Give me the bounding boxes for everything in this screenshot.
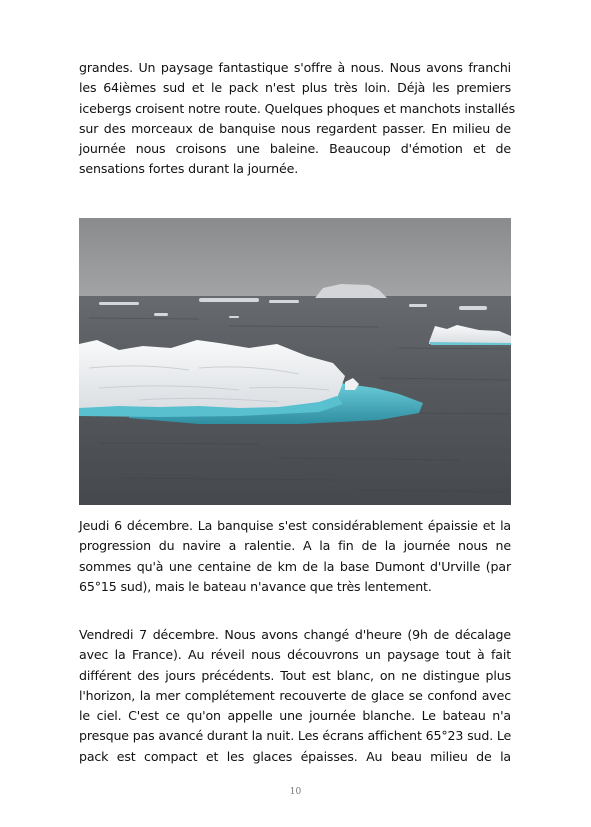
paragraph-crossing-64-south <box>79 58 516 180</box>
text-line: journée nous croisons une baleine. Beaucoup d'émotion et de <box>79 141 511 157</box>
text-line: sensations fortes durant la journée. <box>79 161 299 177</box>
text-line: grandes. Un paysage fantastique s'offre à nous. Nous avons franchi <box>79 60 511 75</box>
text-line: Jeudi 6 décembre. La banquise s'est considérablement épaissie et la <box>79 518 511 533</box>
page-number: 10 <box>289 787 302 797</box>
text-line: différent des jours précédents. Tout est blanc, on ne distingue plus <box>79 667 511 683</box>
iceberg-photo <box>79 218 511 505</box>
paragraph-jeudi-6-decembre <box>79 516 511 597</box>
paragraph-vendredi-7-decembre <box>79 625 511 767</box>
text-line: progression du navire a ralentie. A la fin de la journée nous ne <box>79 538 511 554</box>
text-line: icebergs croisent notre route. Quelques phoques et manchots installés <box>79 100 516 116</box>
text-line: l'horizon, la mer complétement recouverte de glace se confond avec <box>79 687 511 703</box>
text-line: Vendredi 7 décembre. Nous avons changé d'heure (9h de décalage <box>79 627 511 642</box>
text-line: pack est compact et les glaces épaisses. Au beau milieu de la <box>79 748 511 764</box>
text-line: presque pas avancé durant la nuit. Les écrans affichent 65°23 sud. Le <box>79 728 512 744</box>
text-line: sommes qu'à une centaine de km de la base Dumont d'Urville (par <box>79 558 511 574</box>
text-line: le ciel. C'est ce qu'on appelle une journée blanche. Le bateau n'a <box>79 708 511 724</box>
text-line: les 64ièmes sud et le pack n'est plus très loin. Déjà les premiers <box>79 80 511 96</box>
text-line: avec la France). Au réveil nous découvrons un paysage tout à fait <box>79 647 511 663</box>
text-line: sur des morceaux de banquise nous regardent passer. En milieu de <box>79 120 511 136</box>
text-line: 65°15 sud), mais le bateau n'avance que très lentement. <box>79 578 432 594</box>
